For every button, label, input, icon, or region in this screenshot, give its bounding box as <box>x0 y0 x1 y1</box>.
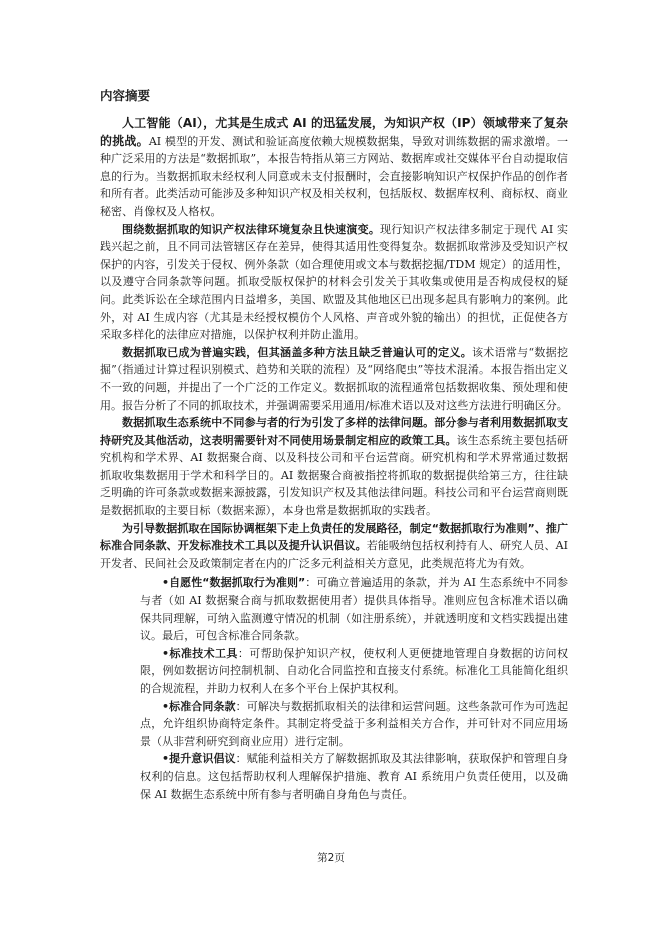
bullet-icon: • <box>162 646 170 660</box>
bullet-icon: • <box>162 752 170 766</box>
paragraph-lead: 为引导数据抓取在国际协调框架下走上负责任的发展路径，制定“数据抓取行为准则”、推广标准合同条款、开发标准技术工具以及提升认识倡议。 <box>100 521 568 553</box>
list-item-code-of-conduct <box>140 574 568 644</box>
list-item-body: ：可确立普遍适用的条款，并为 AI 生态系统中不同参与者（如 AI 数据聚合商与抓取数据使用者）提供具体指导。准则应包含标准术语以确保共同理解，可纳入监测遵守情况的机制（如注册系统），并就透明度和文档实践提出建议。最后，可包含标准合同条款。 <box>140 576 568 643</box>
paragraph-ecosystem <box>100 414 568 520</box>
paragraph-body: 该生态系统主要包括研究机构和学术界、AI 数据聚合商、以及科技公司和平台运营商。研究机构和学术界常通过数据抓取收集数据用于学术和科学目的。AI 数据聚合商被指控将抓取的数据提供给第三方，往往缺乏明确的许可条款或数据来源披露，引发知识产权及其他法律问题。科技公司和平台运营商则既是数据抓取的主要目标（数据来源），本身也常是数据抓取的实践者。 <box>100 433 568 518</box>
list-item-lead: 提升意识倡议 <box>169 752 236 766</box>
paragraph-body: 若能吸纳包括权利持有人、研究人员、AI 开发者、民间社会及政策制定者在内的广泛多元利益相关方意见，此类规范将尤为有效。 <box>100 539 568 570</box>
list-item-body: ：可帮助保护知识产权，使权利人更便捷地管理自身数据的访问权限，例如数据访问控制机制、自动化合同监控和直接支付系统。标准化工具能简化组织的合规流程，并助力权利人在多个平台上保护其权利。 <box>140 646 568 695</box>
paragraph-lead: 数据抓取生态系统中不同参与者的行为引发了多样的法律问题。部分参与者利用数据抓取支持研究及其他活动，这表明需要针对不同使用场景制定相应的政策工具。 <box>100 416 568 447</box>
list-item-contract-terms <box>140 698 568 751</box>
bullet-icon: • <box>162 576 170 590</box>
paragraph-legal-environment <box>100 221 568 344</box>
paragraph-lead: 围绕数据抓取的知识产权法律环境复杂且快速演变。 <box>122 222 381 236</box>
list-item-body: ：可解决与数据抓取相关的法律和运营问题。这些条款可作为可选起点，允许组织协商特定条件。其制定将受益于多利益相关方合作，并可针对不同应用场景（从非营利研究到商业应用）进行定制。 <box>140 699 568 748</box>
paragraph-body: 该术语常与“数据挖掘”（指通过计算过程识别模式、趋势和关联的流程）及“网络爬虫”等技术混淆。本报告指出定义不一致的问题，并提出了一个广泛的工作定义。数据抓取的流程通常包括数据收集、预处理和使用。报告分析了不同的抓取技术，并强调需要采用通用/标准术语以及对这些方法进行明确区分。 <box>100 345 568 412</box>
bullet-icon: • <box>162 699 170 713</box>
section-heading: 内容摘要 <box>100 88 151 103</box>
paragraph-body: 现行知识产权法律多制定于现代 AI 实践兴起之前，且不同司法管辖区存在差异，使得其适用性变得复杂。数据抓取常涉及受知识产权保护的内容，引发关于侵权、例外条款（如合理使用或文本与数据挖掘/TDM 规定）的适用性，以及遵守合同条款等问题。抓取受版权保护的材料会引发关于其收集或使用是否构成侵权的疑问。此类诉讼在全球范围内日益增多，美国、欧盟及其他地区已出现多起具有影响力的案例。此外，对 AI 生成内容（尤其是未经授权模仿个人风格、声音或外貌的输出）的担忧，正促使各方采取多样化的法律应对措施，以保护权利并防止滥用。 <box>100 222 568 342</box>
page-number: 第2页 <box>317 852 345 864</box>
list-item-lead: 标准技术工具 <box>169 646 238 660</box>
paragraph-definition <box>100 344 568 414</box>
list-item-lead: 标准合同条款 <box>169 699 236 713</box>
paragraph-lead: 人工智能（AI），尤其是生成式 AI 的迅猛发展，为知识产权（IP）领域带来了复杂的挑战。 <box>100 116 568 148</box>
recommendation-list <box>140 574 568 803</box>
paragraph-body: AI 模型的开发、测试和验证高度依赖大规模数据集，导致对训练数据的需求激增。一种广泛采用的方法是“数据抓取”，本报告特指从第三方网站、数据库或社交媒体平台自动提取信息的行为。当数据抓取未经权利人同意或未支付报酬时，会直接影响知识产权保护作品的创作者和所有者。此类活动可能涉及多种知识产权及相关权利，包括版权、数据库权利、商标权、商业秘密、肖像权及人格权。 <box>100 134 569 218</box>
paragraph-ai-challenges <box>100 115 568 221</box>
list-item-lead: 自愿性“数据抓取行为准则” <box>169 576 306 590</box>
list-item-body: ：赋能利益相关方了解数据抓取及其法律影响，获取保护和管理自身权利的信息。这包括帮助权利人理解保护措施、教育 AI 系统用户负责任使用，以及确保 AI 数据生态系统中所有参与者明确自身角色与责任。 <box>140 752 568 801</box>
summary-section <box>100 88 568 803</box>
list-item-awareness <box>140 750 568 803</box>
list-item-technical-tools <box>140 645 568 698</box>
paragraph-recommendations <box>100 520 568 573</box>
paragraph-lead: 数据抓取已成为普遍实践，但其涵盖多种方法且缺乏普遍认可的定义。 <box>122 345 472 359</box>
